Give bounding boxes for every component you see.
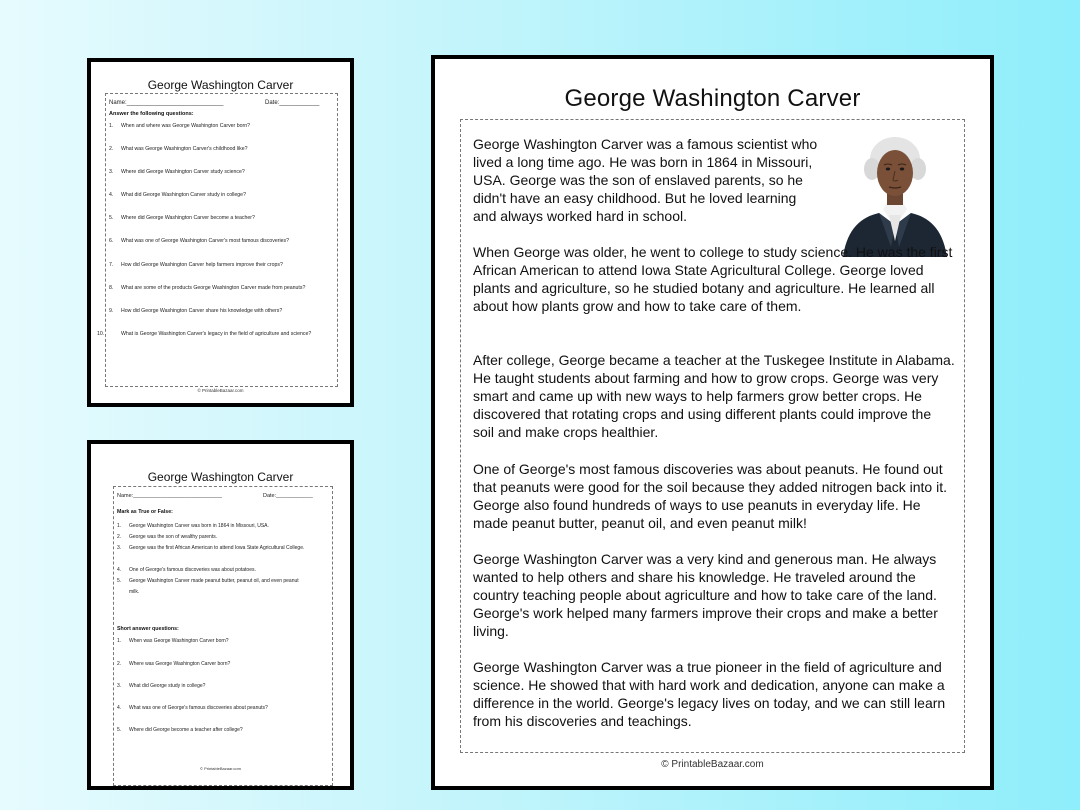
- short-answer-item: 1. When was George Washington Carver born?: [117, 638, 229, 644]
- worksheet-title: George Washington Carver: [147, 470, 294, 484]
- question-item: 2. What was George Washington Carver's childhood like?: [109, 146, 248, 152]
- short-answer-item: 3. What did George study in college?: [117, 683, 206, 689]
- question-item: 6. What was one of George Washington Carver's most famous discoveries?: [109, 238, 290, 244]
- date-label: Date:____________: [265, 100, 320, 106]
- reading-passage-page: [431, 55, 994, 790]
- name-label: Name:_____________________________: [117, 493, 222, 499]
- date-label: Date:____________: [263, 493, 313, 499]
- short-answer-item: 5. Where did George become a teacher after college?: [117, 727, 243, 733]
- question-item: 1. When and where was George Washington Carver born?: [109, 123, 250, 129]
- page-title: George Washington Carver: [564, 85, 861, 112]
- page-footer: © PrintableBazaar.com: [661, 759, 764, 770]
- true-false-item: 4. One of George's famous discoveries was about potatoes.: [117, 567, 256, 573]
- passage-paragraph: When George was older, he went to college to study science. He was the first African American to attend Iowa State Agricultural College. George loved plants and agriculture, so he studied botany and agriculture. He learned all about how plants grow and how to take care of them.: [473, 244, 953, 315]
- name-label: Name:_____________________________: [109, 100, 224, 106]
- name-date-row: [117, 493, 327, 499]
- worksheet-footer: © PrintableBazaar.com: [200, 766, 241, 771]
- name-date-row: [109, 100, 331, 106]
- question-item: 10. What is George Washington Carver's legacy in the field of agriculture and science?: [97, 331, 312, 337]
- true-false-heading: Mark as True or False:: [117, 509, 173, 515]
- question-item: 8. What are some of the products George Washington Carver made from peanuts?: [109, 285, 306, 291]
- portrait-illustration-icon: [839, 129, 951, 257]
- short-answer-item: 4. What was one of George's famous discoveries about peanuts?: [117, 705, 268, 711]
- question-item: 3. Where did George Washington Carver study science?: [109, 169, 245, 175]
- passage-paragraph: George Washington Carver was a very kind and generous man. He always wanted to help others and share his knowledge. He traveled around the country teaching people about agriculture and how to take care of the land. George's work helped many farmers improve their crops and make a better living.: [473, 551, 938, 640]
- worksheet-truefalse-page: [87, 440, 354, 790]
- question-item: 9. How did George Washington Carver share his knowledge with others?: [109, 308, 283, 314]
- passage-paragraph: One of George's most famous discoveries was about peanuts. He found out that peanuts were good for the soil because they added nitrogen back into it. George also found hundreds of ways to use peanuts in everyday life. He made peanut butter, peanut oil, and even peanut milk!: [473, 461, 947, 532]
- instructions-heading: Answer the following questions:: [109, 111, 194, 117]
- question-item: 7. How did George Washington Carver help farmers improve their crops?: [109, 262, 283, 268]
- passage-paragraph: After college, George became a teacher at the Tuskegee Institute in Alabama. He taught students about farming and how to grow crops. George was very smart and came up with new ways to help farmers grow better crops. He discovered that rotating crops and using different plants could improve the soil and make crops healthier.: [473, 352, 955, 441]
- true-false-item: 2. George was the son of wealthy parents.: [117, 534, 218, 540]
- worksheet-footer: © PrintableBazaar.com: [197, 388, 244, 393]
- true-false-item: 3. George was the first African American to attend Iowa State Agricultural College.: [117, 545, 305, 551]
- true-false-item: 5. George Washington Carver made peanut butter, peanut oil, and even peanut milk.: [117, 578, 299, 595]
- short-answer-heading: Short answer questions:: [117, 626, 179, 632]
- true-false-item: 1. George Washington Carver was born in 1864 in Missouri, USA.: [117, 523, 269, 529]
- worksheet-questions-page: [87, 58, 354, 407]
- question-item: 4. What did George Washington Carver study in college?: [109, 192, 246, 198]
- short-answer-item: 2. Where was George Washington Carver born?: [117, 661, 231, 667]
- passage-paragraph: George Washington Carver was a famous scientist who lived a long time ago. He was born in 1864 in Missouri, USA. George was the son of enslaved parents, so he didn't have an easy childhood. But he loved learning and always worked hard in school.: [473, 136, 818, 225]
- worksheet-title: George Washington Carver: [147, 78, 294, 92]
- passage-paragraph: George Washington Carver was a true pioneer in the field of agriculture and science. He showed that with hard work and dedication, anyone can make a difference in the world. George's legacy lives on today, and we can still learn from his discoveries and teachings.: [473, 659, 946, 730]
- question-item: 5. Where did George Washington Carver become a teacher?: [109, 215, 255, 221]
